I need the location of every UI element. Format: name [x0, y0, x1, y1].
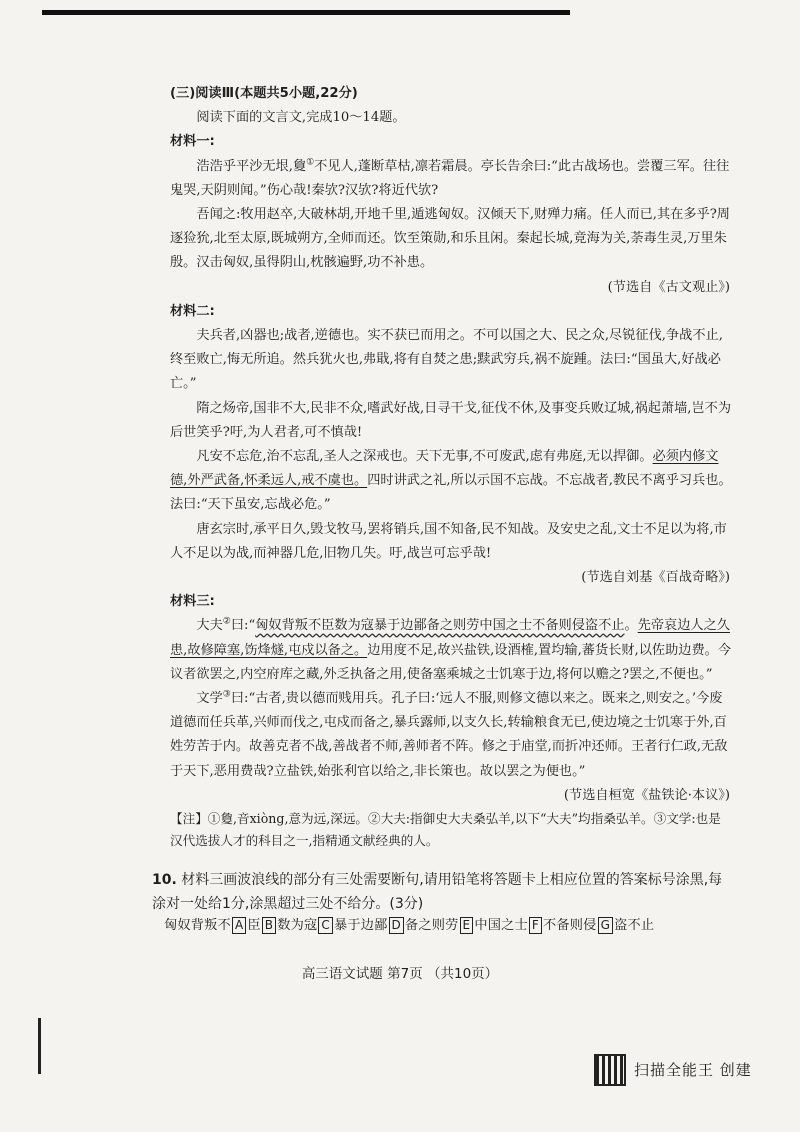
m3-underlined-sentence: 先帝哀边人之久患,故修障塞,饬烽燧,屯戍以备之。 [170, 618, 730, 658]
answer-option-box[interactable]: C [318, 917, 333, 934]
m2-p3-text-a: 凡安不忘危,治不忘乱,圣人之深戒也。天下无事,不可废武,虑有弗庭,无以捍御。 [196, 449, 653, 465]
qr-code-icon [594, 1054, 626, 1086]
material2-paragraph: 夫兵者,凶器也;战者,逆德也。实不获已而用之。不可以国之大、民之众,尽锐征伐,争战不止,终至败亡,悔无所追。然兵犹火也,弗戢,将有自焚之患;黩武穷兵,祸不旋踵。法曰:“国虽大,好战必亡。” [170, 328, 723, 392]
seq-text: 不备则侵 [543, 918, 597, 933]
material2-paragraph [170, 445, 732, 518]
m1-footnote-mark: ① [306, 157, 315, 168]
m2-p3-text-b: 四时讲武之礼,所以示国不忘战。不忘战者,教民不离乎习兵也。法曰:“天下虽安,忘战必危。” [170, 473, 732, 513]
material3-paragraph [170, 614, 732, 687]
m3-footnote-mark: ③ [222, 689, 231, 700]
question-text: 材料三画波浪线的部分有三处需要断句,请用铅笔将答题卡上相应位置的答案标号涂黑,每涂对一处给1分,涂黑超过三处不给分。(3分) [152, 872, 723, 912]
seq-text: 臣 [247, 918, 261, 933]
material1-paragraph [170, 155, 732, 203]
seq-text: 备之则劳 [404, 918, 459, 933]
m3-p1-text-d: 边用度不足,故兴盐铁,设酒榷,置均输,蕃货长财,以佐助边费。今议者欲罢之,内空府库之藏,外乏执备之用,使备塞乘城之士饥寒于边,将何以赡之?罢之,不便也。” [170, 642, 732, 682]
page-footer: 高三语文试题 第7页 （共10页） [301, 966, 499, 982]
m1-p1-text-b: 不见人,蓬断草枯,凛若霜晨。亭长告余曰:“此古战场也。尝覆三军。往往鬼哭,天阴则闻。”伤心哉!秦欤?汉欤?将近代欤? [170, 158, 730, 198]
m3-p1-text-c: 。 [624, 618, 638, 634]
seq-text: 盗不止 [614, 918, 655, 933]
material3-source: (节选自桓宽《盐铁论·本议》) [563, 787, 730, 803]
seq-text: 中国之士 [474, 918, 528, 933]
seq-text: 暴于边鄙 [333, 918, 388, 933]
scan-edge-left [38, 1018, 41, 1074]
footnotes: 【注】①敻,音xiòng,意为远,深远。②大夫:指御史大夫桑弘羊,以下“大夫”均指桑弘羊。③文学:也是汉代选拔人才的科目之一,指精通文献经典的人。 [170, 811, 721, 849]
material1-source: (节选自《古文观止》) [607, 279, 730, 295]
answer-option-box[interactable]: E [460, 917, 474, 934]
material2-paragraph: 唐玄宗时,承平日久,毁戈牧马,罢将销兵,国不知备,民不知战。及安史之乱,文士不足以为将,市人不足以为战,而神器几危,旧物几失。吁,战岂可忘乎哉! [170, 521, 727, 561]
m3-wavy-underlined-passage: 匈奴背叛不臣数为寇暴于边鄙备之则劳中国之士不备则侵盗不止 [255, 618, 625, 634]
scan-edge-top [42, 10, 570, 15]
m1-p1-text-a: 浩浩乎平沙无垠,敻 [196, 158, 307, 174]
material2-label: 材料二: [170, 303, 215, 319]
answer-sequence [164, 915, 744, 937]
answer-option-box[interactable]: A [232, 917, 246, 934]
scanner-watermark [594, 1054, 794, 1104]
material1-paragraph: 吾闻之:牧用赵卒,大破林胡,开地千里,遁逃匈奴。汉倾天下,财殚力痛。任人而已,其在多乎?周逐猃狁,北至太原,既城朔方,全师而还。饮至策勋,和乐且闲。秦起长城,竟海为关,荼毒生灵,万里朱殷。汉击匈奴,虽得阴山,枕骸遍野,功不补患。 [170, 207, 730, 271]
answer-option-box[interactable]: F [529, 917, 542, 934]
m2-underlined-sentence: 必须内修文德,外严武备,怀柔远人,戒不虞也。 [170, 449, 719, 489]
material3-label: 材料三: [170, 594, 215, 610]
reading-section [170, 82, 732, 852]
m3-speaker: 文学 [196, 691, 223, 707]
question-number: 10. [152, 872, 177, 888]
m3-speaker: 大夫 [196, 618, 223, 634]
material3-paragraph [170, 687, 732, 784]
answer-option-box[interactable]: D [389, 917, 404, 934]
material2-paragraph: 隋之炀帝,国非不大,民非不众,嗜武好战,日寻干戈,征伐不休,及事变兵败辽城,祸起萧墙,岂不为后世笑乎?吁,为人君者,可不慎哉! [170, 400, 732, 440]
m3-footnote-mark: ② [222, 617, 231, 628]
material1-label: 材料一: [170, 134, 215, 150]
watermark-text: 扫描全能王 创建 [634, 1061, 752, 1079]
question-10 [152, 868, 732, 916]
answer-option-box[interactable]: B [262, 917, 276, 934]
section-instruction: 阅读下面的文言文,完成10～14题。 [196, 110, 406, 126]
m3-p2-text-b: 曰:“古者,贵以德而贱用兵。孔子曰:‘远人不服,则修文德以来之。既来之,则安之。’今废道德而任兵革,兴师而伐之,屯戍而备之,暴兵露师,以支久长,转输粮食无已,使边境之士饥寒于外,百姓劳苦于内。故善克者不战,善战者不师,善师者不阵。修之于庙堂,而折冲还师。王者行仁政,无敌于天下,恶用费哉?立盐铁,始张利官以给之,非长策也。故以罢之为便也。” [170, 691, 728, 779]
answer-option-box[interactable]: G [598, 917, 614, 934]
material2-source: (节选自刘基《百战奇略》) [581, 570, 730, 586]
m3-p1-text-b: 曰:“ [230, 618, 256, 634]
seq-text: 数为寇 [277, 918, 318, 933]
section-title: (三)阅读Ⅲ(本题共5小题,22分) [170, 86, 358, 101]
seq-text: 匈奴背叛不 [164, 918, 231, 933]
